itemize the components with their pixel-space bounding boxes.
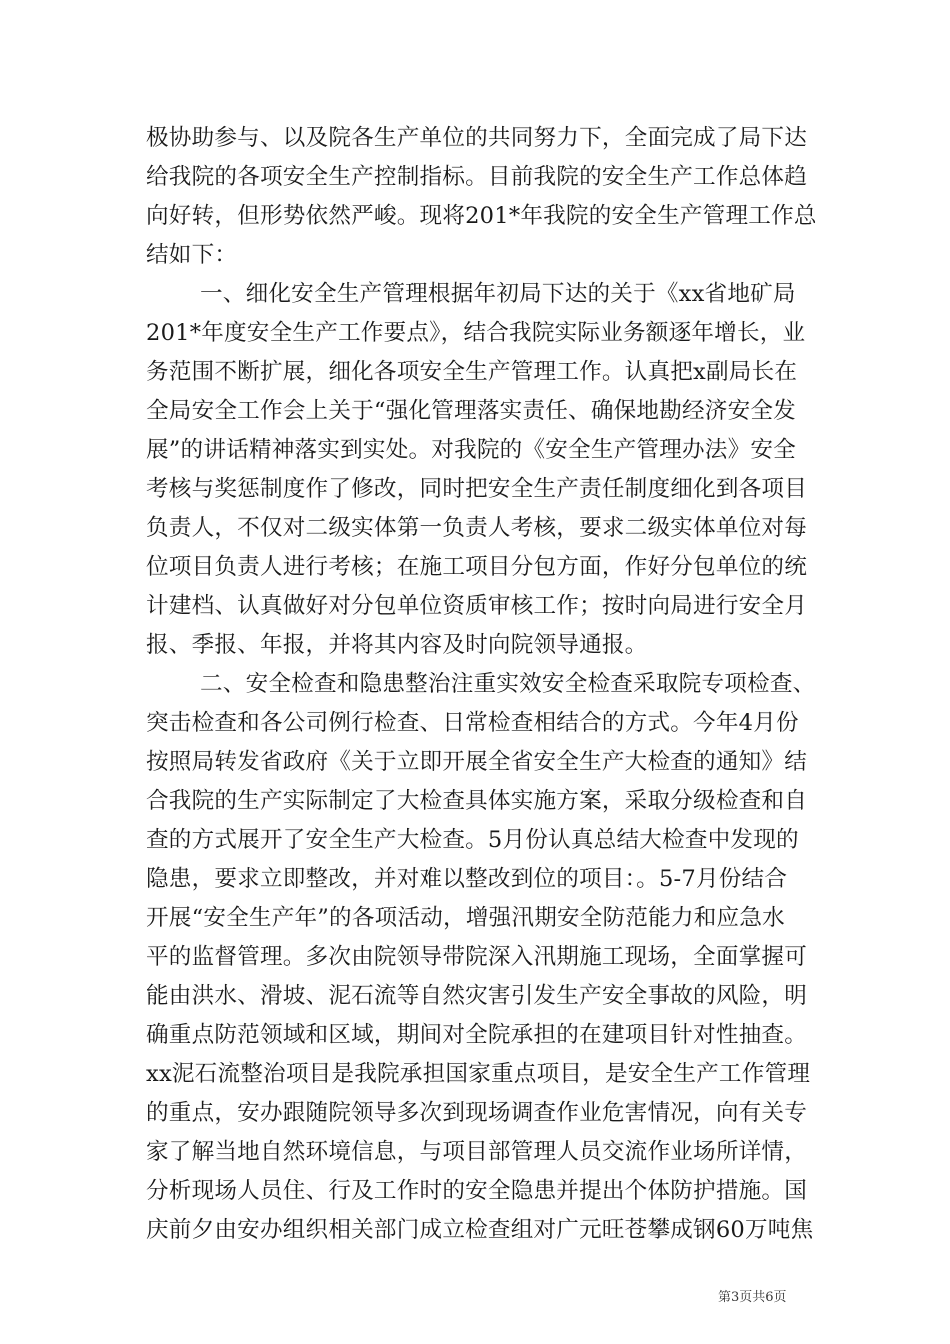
text-line: 合我院的生产实际制定了大检查具体实施方案，采取分级检查和自 bbox=[146, 788, 808, 814]
text-line: 按照局转发省政府《关于立即开展全省安全生产大检查的通知》结 bbox=[146, 749, 808, 775]
text-line: 报、季报、年报，并将其内容及时向院领导通报。 bbox=[146, 632, 648, 658]
text-line: 考核与奖惩制度作了修改，同时把安全生产责任制度细化到各项目 bbox=[146, 476, 808, 502]
text-line: 隐患，要求立即整改，并对难以整改到位的项目：。5-7月份结合 bbox=[146, 866, 788, 892]
page-number: 第3页共6页 bbox=[718, 1290, 787, 1305]
section-heading-line: 二、安全检查和隐患整治注重实效安全检查采取院专项检查、 bbox=[200, 671, 816, 697]
text-line: 位项目负责人进行考核；在施工项目分包方面，作好分包单位的统 bbox=[146, 554, 808, 580]
document-body bbox=[146, 119, 817, 1250]
text-line: 计建档、认真做好对分包单位资质审核工作；按时向局进行安全月 bbox=[146, 593, 808, 619]
text-line: 查的方式展开了安全生产大检查。5月份认真总结大检查中发现的 bbox=[146, 827, 799, 853]
text-line: 务范围不断扩展，细化各项安全生产管理工作。认真把x副局长在 bbox=[146, 359, 798, 385]
text-line: 201*年度安全生产工作要点》，结合我院实际业务额逐年增长，业 bbox=[146, 320, 806, 346]
text-line: 结如下： bbox=[146, 242, 238, 268]
text-line: 展”的讲话精神落实到实处。对我院的《安全生产管理办法》安全 bbox=[146, 437, 796, 463]
text-line: 突击检查和各公司例行检查、日常检查相结合的方式。今年4月份 bbox=[146, 710, 799, 736]
text-line: 确重点防范领域和区域，期间对全院承担的在建项目针对性抽查。 bbox=[146, 1022, 808, 1048]
text-line: 给我院的各项安全生产控制指标。目前我院的安全生产工作总体趋 bbox=[146, 164, 808, 190]
text-line: 的重点，安办跟随院领导多次到现场调查作业危害情况，向有关专 bbox=[146, 1100, 808, 1126]
text-line: 全局安全工作会上关于“强化管理落实责任、确保地勘经济安全发 bbox=[146, 398, 796, 424]
text-line: xx泥石流整治项目是我院承担国家重点项目，是安全生产工作管理 bbox=[146, 1061, 811, 1087]
text-line: 平的监督管理。多次由院领导带院深入汛期施工现场，全面掌握可 bbox=[146, 944, 808, 970]
text-line: 向好转，但形势依然严峻。现将201*年我院的安全生产管理工作总 bbox=[146, 203, 817, 229]
text-line: 开展“安全生产年”的各项活动，增强汛期安全防范能力和应急水 bbox=[146, 905, 785, 931]
section-heading-line: 一、细化安全生产管理根据年初局下达的关于《xx省地矿局 bbox=[200, 281, 796, 307]
text-line: 能由洪水、滑坡、泥石流等自然灾害引发生产安全事故的风险，明 bbox=[146, 983, 808, 1009]
text-line: 负责人，不仅对二级实体第一负责人考核，要求二级实体单位对每 bbox=[146, 515, 808, 541]
text-line: 极协助参与、以及院各生产单位的共同努力下，全面完成了局下达 bbox=[146, 125, 808, 151]
text-line: 家了解当地自然环境信息，与项目部管理人员交流作业场所详情， bbox=[146, 1139, 808, 1165]
text-line: 庆前夕由安办组织相关部门成立检查组对广元旺苍攀成钢60万吨焦 bbox=[146, 1217, 814, 1243]
text-line: 分析现场人员住、行及工作时的安全隐患并提出个体防护措施。国 bbox=[146, 1178, 808, 1204]
